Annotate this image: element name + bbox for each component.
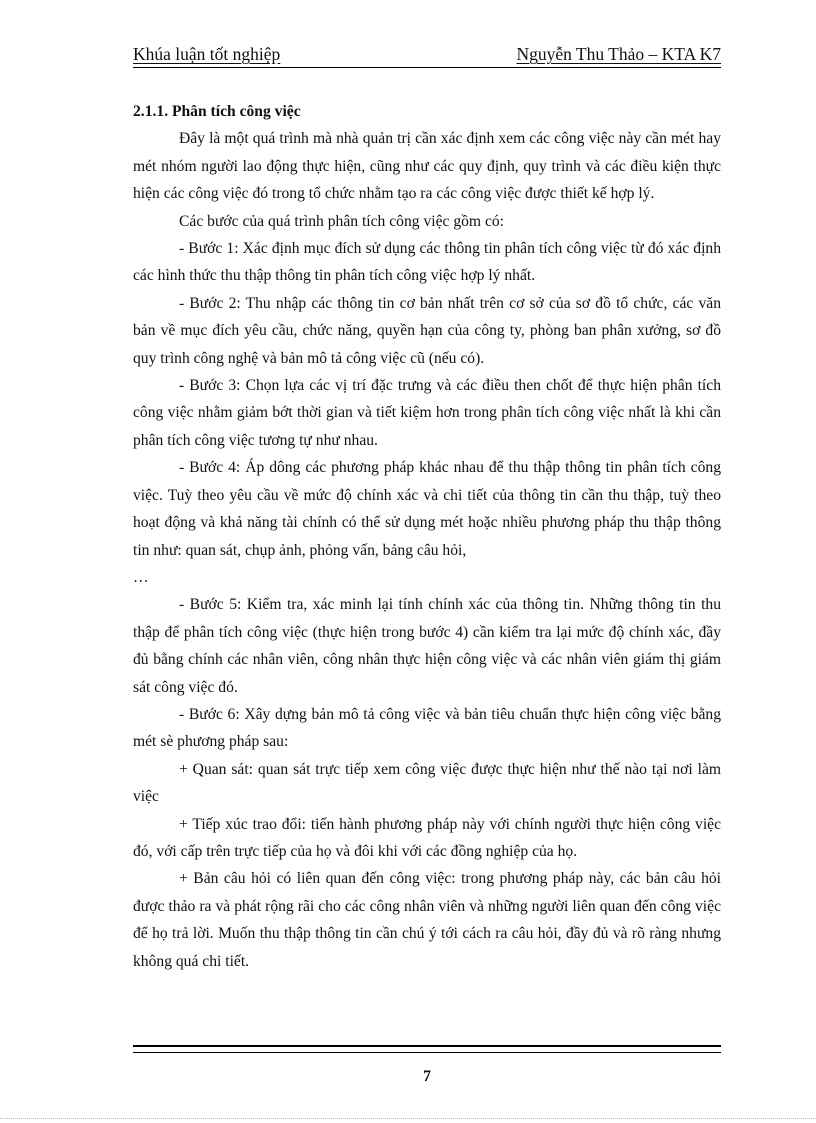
paragraph-step-6: - Bước 6: Xây dựng bản mô tả công việc và bản tiêu chuẩn thực hiện công việc bằng mét sè phương pháp sau: <box>133 705 721 751</box>
header-rule <box>133 67 721 68</box>
footer-rule <box>133 1045 721 1053</box>
header-author: Nguyễn Thu Thảo – KTA K7 <box>516 44 721 64</box>
paragraph-steps-intro: Các bước của quá trình phân tích công việc gồm có: <box>179 212 505 230</box>
paragraph-step-4: - Bước 4: Áp dông các phương pháp khác nhau để thu thập thông tin phân tích công việc. Tuỳ theo yêu cầu về mức độ chính xác và chi tiết của thông tin cần thu thập, tuỳ theo hoạt động và khả năng tài chính có thể sử dụng mét hoặc nhiều phương pháp thu thập thông tin như: quan sát, chụp ảnh, phỏng vấn, bảng câu hỏi, <box>133 459 721 559</box>
paragraph-ellipsis: … <box>133 568 149 586</box>
paragraph-method-observation: + Quan sát: quan sát trực tiếp xem công việc được thực hiện như thế nào tại nơi làm việc <box>133 760 721 806</box>
page-header <box>133 43 721 65</box>
header-thesis-title: Khúa luận tốt nghiệp <box>133 44 281 64</box>
page-number: 7 <box>423 1068 431 1085</box>
section-title: 2.1.1. Phân tích công việc <box>133 103 301 120</box>
paragraph-step-5: - Bước 5: Kiểm tra, xác minh lại tính chính xác của thông tin. Những thông tin thu thập để phân tích công việc (thực hiện trong bước 4) cần kiểm tra lại mức độ chính xác, đầy đủ bằng chính các nhân viên, công nhân thực hiện công việc và các nhân viên giám thị giám sát công việc đó. <box>133 596 721 696</box>
paragraph-method-questionnaire: + Bản câu hỏi có liên quan đến công việc: trong phương pháp này, các bản câu hỏi được thảo ra và phát rộng rãi cho các công nhân viên và những người liên quan đến công việc để họ trả lời. Muốn thu thập thông tin cần chú ý tới cách ra câu hỏi, đầy đủ và rõ ràng nhưng không quá chi tiết. <box>133 870 721 970</box>
paragraph-method-interview: + Tiếp xúc trao đổi: tiến hành phương pháp này với chính người thực hiện công việc đó, với cấp trên trực tiếp của họ và đôi khi với các đồng nghiệp của họ. <box>133 815 721 860</box>
page-edge <box>0 1118 816 1119</box>
page-body <box>133 98 721 975</box>
paragraph-step-1: - Bước 1: Xác định mục đích sử dụng các thông tin phân tích công việc từ đó xác định các hình thức thu thập thông tin phân tích công việc hợp lý nhất. <box>133 240 721 285</box>
paragraph-step-3: - Bước 3: Chọn lựa các vị trí đặc trưng và các điều then chốt để thực hiện phân tích công việc nhằm giảm bớt thời gian và tiết kiệm hơn trong phân tích công việc nhất là khi cần phân tích công việc tương tự như nhau. <box>133 377 721 449</box>
paragraph-intro: Đây là một quá trình mà nhà quản trị cần xác định xem các công việc này cần mét hay mét nhóm người lao động thực hiện, cũng như các quy định, quy trình và các điều kiện thực hiện các công việc đó trong tổ chức nhằm tạo ra các công việc được thiết kế hợp lý. <box>133 130 721 203</box>
paragraph-step-2: - Bước 2: Thu nhập các thông tin cơ bản nhất trên cơ sở của sơ đồ tổ chức, các văn bản về mục đích yêu cầu, chức năng, quyền hạn của công ty, phòng ban phân xưởng, sơ đồ quy trình công nghệ và bản mô tả công việc cũ (nếu có). <box>133 294 721 367</box>
